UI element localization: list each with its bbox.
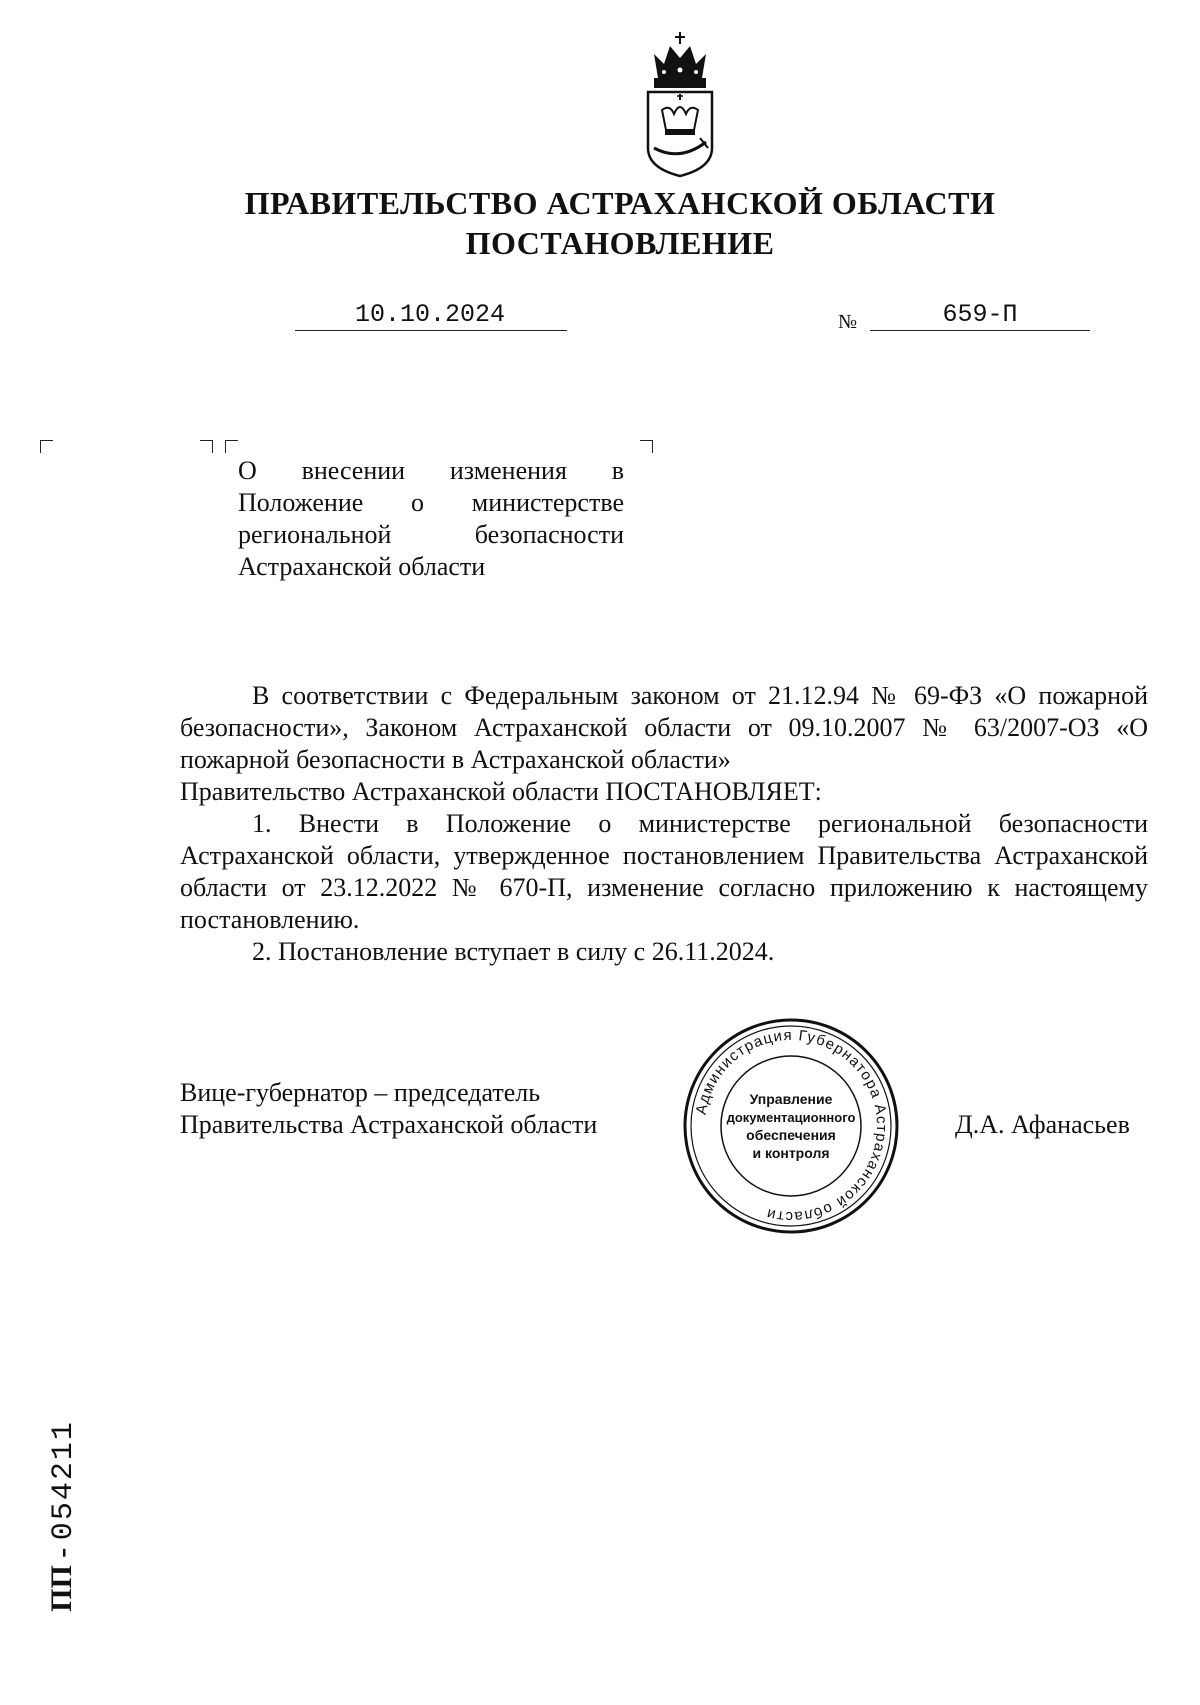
signatory-name: Д.А. Афанасьев — [955, 1110, 1130, 1139]
coat-of-arms-emblem — [640, 30, 720, 180]
decree-item-1: 1. Внести в Положение о министерстве региональной безопасности Астраханской области, утвержденное постановлением Правительства Астраханской области от 23.12.2022 № 670-П, изменение согласно приложению к настоящему постановлению. — [180, 809, 1148, 934]
official-stamp — [680, 1015, 902, 1237]
document-type-heading: ПОСТАНОВЛЕНИЕ — [465, 225, 775, 261]
decree-line: Правительство Астраханской области ПОСТАНОВЛЯЕТ: — [180, 777, 822, 806]
document-date: 10.10.2024 — [354, 300, 506, 329]
serial-prefix: ПП - — [45, 1547, 78, 1612]
stamp-inner-line-2: документационного — [726, 1110, 856, 1125]
signatory-role — [180, 1077, 680, 1141]
document-body — [180, 680, 1148, 968]
document-number: 659-П — [942, 300, 1018, 329]
number-sign: № — [838, 311, 858, 333]
stamp-inner-line-4: и контроля — [752, 1145, 830, 1161]
date-underline — [295, 330, 567, 331]
number-underline — [870, 330, 1090, 331]
serial-digits: 054211 — [47, 1420, 81, 1541]
stamp-inner-line-1: Управление — [749, 1091, 833, 1107]
decree-item-2: 2. Постановление вступает в силу с 26.11.2024. — [252, 937, 775, 966]
corner-mark-left — [40, 440, 53, 453]
corner-mark-subject-left-end — [200, 440, 213, 453]
preamble-paragraph: В соответствии с Федеральным законом от 21.12.94 № 69-ФЗ «О пожарной безопасности», Законом Астраханской области от 09.10.2007 № 63/2007-ОЗ «О пожарной безопасности в Астраханской области» — [180, 681, 1148, 774]
government-title: ПРАВИТЕЛЬСТВО АСТРАХАНСКОЙ ОБЛАСТИ — [244, 185, 996, 221]
signatory-role-line-1: Вице-губернатор – председатель — [180, 1078, 541, 1107]
signatory-role-line-2: Правительства Астраханской области — [180, 1110, 598, 1139]
stamp-outer-text: Администрация Губернатора Астраханской области — [692, 1026, 891, 1226]
document-subject: О внесении изменения в Положение о министерстве региональной безопасности Астраханской области — [238, 456, 624, 581]
corner-mark-subject-start — [225, 440, 238, 453]
stamp-inner-line-3: обеспечения — [746, 1127, 836, 1143]
corner-mark-subject-end — [640, 440, 653, 453]
form-serial-code — [45, 1386, 81, 1646]
